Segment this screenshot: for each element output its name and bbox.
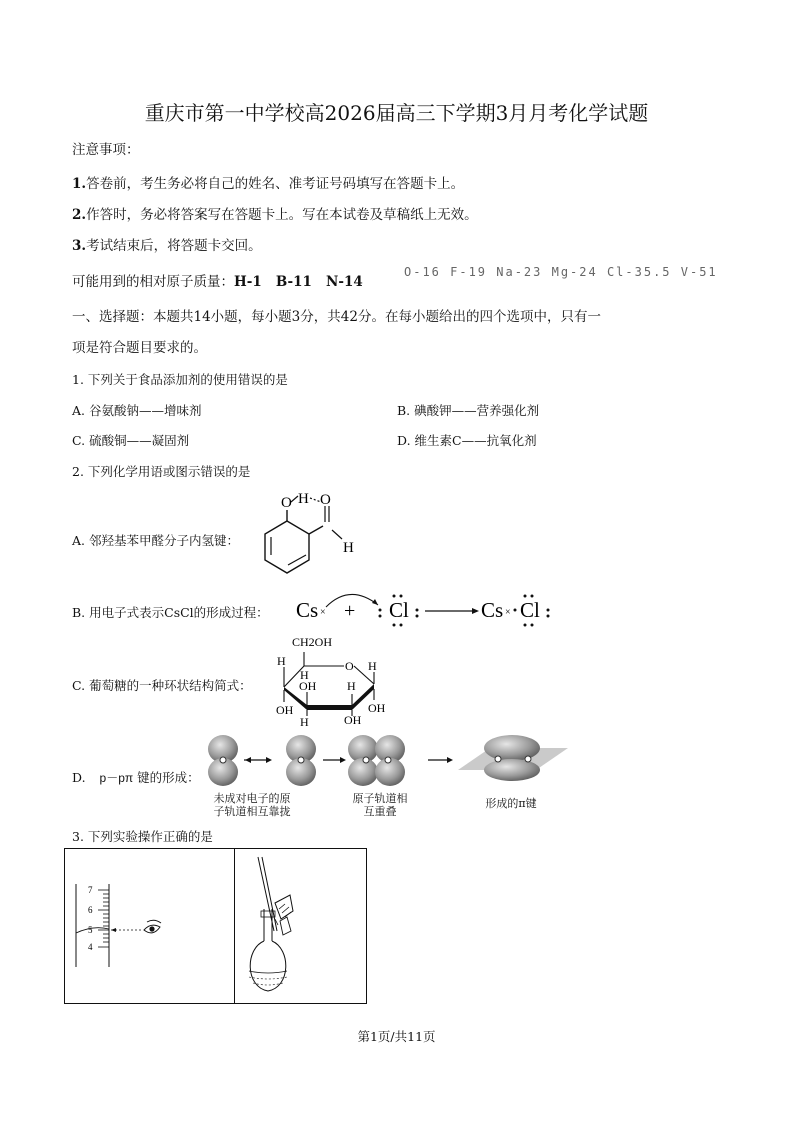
scale-tick-5: 5 — [88, 925, 93, 935]
label-h-c3-down: H — [300, 715, 309, 729]
cl-product-symbol: Cl — [520, 598, 540, 622]
glucose-ring-structure — [272, 632, 402, 730]
scale-tick-4: 4 — [88, 942, 93, 952]
q1-option-c: C. 硫酸铜——凝固剂 — [72, 433, 190, 448]
label-oh-c2-down: OH — [344, 713, 362, 727]
q2-option-d-text: D. p－pπ 键的形成： — [72, 770, 200, 785]
label-h-c4-right: H — [300, 668, 309, 682]
q1-option-a: A. 谷氨酸钠——增味剂 — [72, 403, 202, 418]
pi-bond-result — [458, 735, 568, 781]
label-h-hydroxyl: H — [298, 491, 309, 507]
notice-item-3: 3.考试结束后，将答题卡交回。 — [72, 238, 262, 254]
page-title: 重庆市第一中学校高2026届高三下学期3月月考化学试题 — [144, 101, 649, 125]
p-orbital-right — [286, 735, 316, 786]
label-o-hydroxyl: O — [281, 495, 292, 511]
label-ch2oh: CH2OH — [292, 635, 333, 649]
caption-orbitals-overlap: 原子轨道相互重叠 — [352, 792, 408, 818]
notice-item-2: 2.作答时，务必将答案写在答题卡上。写在本试卷及草稿纸上无效。 — [72, 207, 478, 223]
label-o-carbonyl: O — [320, 492, 331, 508]
pi-bond-formation-diagram — [200, 730, 570, 790]
scale-tick-6: 6 — [88, 905, 93, 915]
label-ring-o: O — [345, 659, 354, 673]
atomic-mass-image: O-16 F-19 Na-23 Mg-24 Cl-35.5 V-51 — [404, 265, 718, 279]
caption-orbitals-approach: 未成对电子的原子轨道相互靠拢 — [213, 792, 291, 818]
caption-pi-bond: 形成的π键 — [485, 797, 537, 810]
section-header-line2: 项是符合题目要求的。 — [72, 340, 207, 356]
label-oh-c4-down: OH — [276, 703, 294, 717]
graduated-cylinder-reading — [65, 849, 234, 1003]
eye-icon — [144, 920, 161, 933]
cscl-electron-formula — [292, 585, 562, 630]
label-h-aldehyde: H — [343, 540, 354, 556]
q2-option-c-text: C. 葡萄糖的一种环状结构简式： — [72, 678, 252, 693]
section-header-line1: 一、选择题：本题共14小题，每小题3分，共42分。在每小题给出的四个选项中，只有一 — [72, 309, 601, 325]
q1-stem: 1. 下列关于食品添加剂的使用错误的是 — [72, 372, 288, 387]
label-h-c4-up: H — [277, 654, 286, 668]
q2-option-a-text: A. 邻羟基苯甲醛分子内氢键： — [72, 533, 239, 548]
q3-figure-table — [64, 848, 367, 1004]
label-h-c2-up: H — [347, 679, 356, 693]
q3-stem: 3. 下列实验操作正确的是 — [72, 829, 213, 844]
p-orbitals-overlapping — [348, 735, 405, 786]
p-orbital-left — [208, 735, 238, 786]
label-h-c1: H — [368, 659, 377, 673]
page-footer: 第1页/共11页 — [357, 1029, 436, 1044]
atomic-mass-line: 可能用到的相对原子质量：H-1 B-11 N-14 — [72, 274, 363, 290]
cs-symbol: Cs — [296, 598, 319, 622]
q2-option-b-text: B. 用电子式表示CsCl的形成过程： — [72, 605, 269, 620]
q1-option-d: D. 维生素C——抗氧化剂 — [397, 433, 537, 448]
cs-electron: × — [320, 607, 326, 618]
plus-sign: + — [344, 600, 356, 622]
svg-text:×: × — [505, 607, 511, 618]
notice-heading: 注意事项： — [72, 142, 140, 158]
o-hydroxybenzaldehyde-structure — [255, 488, 365, 583]
volumetric-flask-pouring — [235, 849, 366, 1003]
label-oh-c1: OH — [368, 701, 386, 715]
notice-item-1: 1.答卷前，考生务必将自己的姓名、准考证号码填写在答题卡上。 — [72, 176, 465, 192]
label-oh-c3-up: OH — [299, 679, 317, 693]
cs-product-symbol: Cs — [481, 598, 504, 622]
q2-stem: 2. 下列化学用语或图示错误的是 — [72, 464, 251, 479]
scale-tick-7: 7 — [88, 885, 93, 895]
q1-option-b: B. 碘酸钾——营养强化剂 — [397, 403, 540, 418]
cl-symbol: Cl — [389, 598, 409, 622]
